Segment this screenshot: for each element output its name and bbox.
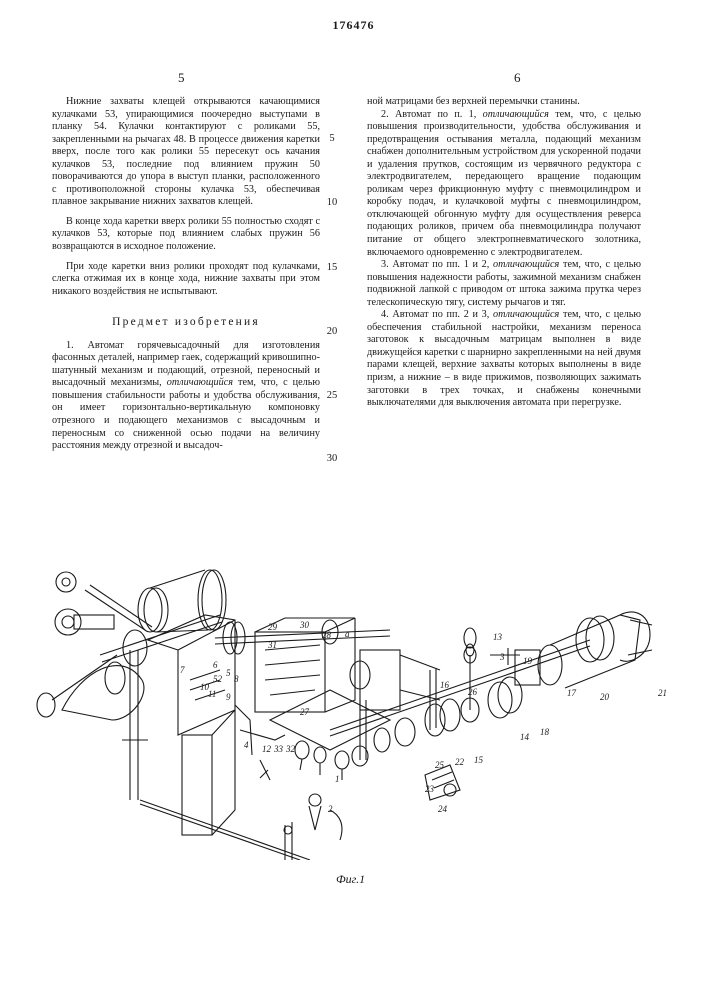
frame-drawing (122, 615, 310, 860)
fig-label-a: а (345, 629, 350, 639)
fig-label-12: 12 (262, 744, 272, 754)
fig-label-31: 31 (267, 640, 277, 650)
paragraph-carriage-down: При ходе каретки вниз ролики проходят под кулачками, слегка отжимая их в конце хода, нижние захваты при этом никакого воздействия не испытывают. (52, 261, 320, 299)
fig-label-27: 27 (300, 707, 310, 717)
fig-label-24: 24 (438, 804, 448, 814)
line-number-10: 10 (322, 197, 342, 208)
line-number-15: 15 (322, 262, 342, 273)
fig-label-16: 16 (440, 680, 450, 690)
fig-label-2: 2 (328, 804, 333, 814)
fig-label-13: 13 (493, 632, 503, 642)
claim-2: 2. Автомат по п. 1, отличающийся тем, что, с целью повышения производительности, удобства обслуживания и предотвращения остывания металла, подающий механизм снабжен дополнительным устройством для ускоренной подачи и удаления прутков, состоящим из червячного редуктора с электродвигателем, передающего вращение подающим роликам через фрикционную муфту с пневмоцилиндром и коробку подач, и кулачковой муфты с пневмоцилиндром, отключающей обгонную муфту для осуществления реверса подающих роликов, причем оба пневмоцилиндра получают питание от общего электропневматического золотника, включаемого одновременно с электродвигателем. (367, 109, 641, 260)
fig-label-11: 11 (208, 689, 216, 699)
fig-label-20: 20 (600, 692, 610, 702)
fig-label-29: 29 (268, 622, 278, 632)
fig-label-9: 9 (226, 692, 231, 702)
fig-label-30: 30 (299, 620, 310, 630)
figure-caption: Фиг.1 (336, 872, 365, 887)
paragraph-lower-grips: Нижние захваты клещей открываются качающимися кулачками 53, упирающимися поочередно выступами в планку 54. Кулачки контактируют с роликами 55, закрепленными на рычагах 48. В процессе движения каретки вверх, после того как ролики 55 пересекут ось качания кулачков 53, последние под влиянием пружин 50 поворачиваются до упора в выступ планки, расположенного с противоположной стороны кулачка 53, обеспечивая плавное закрывание нижних захватов клещей. (52, 96, 320, 209)
section-heading: Предмет изобретения (52, 316, 320, 329)
right-column (367, 96, 641, 410)
claim-1-continued: ной матрицами без верхней перемычки станины. (367, 96, 641, 109)
left-motor-drawing (37, 570, 226, 720)
fig-label-17: 17 (567, 688, 577, 698)
fig-label-5: 5 (226, 668, 231, 678)
fig-label-25: 25 (435, 760, 445, 770)
fig-label-33: 33 (273, 744, 284, 754)
fig-label-8: 8 (234, 674, 239, 684)
machine-drawing (30, 560, 670, 860)
fig-label-10: 10 (200, 682, 210, 692)
right-column-number: 6 (514, 70, 521, 86)
line-number-5: 5 (322, 133, 342, 144)
line-number-25: 25 (322, 390, 342, 401)
patent-number: 176476 (0, 18, 707, 33)
fig-label-6: 6 (213, 660, 218, 670)
claim-1: 1. Автомат горячевысадочный для изготовления фасонных деталей, например гаек, содержащий кривошипно-шатунный механизм и подающий, отрезной, переносный и высадочный механизмы, отличающийся тем, что, с целью повышения стабильности работы и удобства обслуживания, он имеет горизонтально-вертикальную компоновку отрезного и подающего механизмов с высадочным и переносным со сниженной осью подачи на величину расстояния между отрезной и высадоч- (52, 340, 320, 453)
fig-label-14: 14 (520, 732, 530, 742)
fig-label-23: 23 (425, 784, 435, 794)
fig-label-4: 4 (244, 740, 249, 750)
line-number-30: 30 (322, 453, 342, 464)
fig-label-52: 52 (213, 674, 223, 684)
fig-label-19: 19 (523, 656, 533, 666)
left-column-number: 5 (178, 70, 185, 86)
fig-label-1: 1 (335, 774, 340, 784)
fig-label-15: 15 (474, 755, 484, 765)
line-number-20: 20 (322, 326, 342, 337)
fig-label-3: 3 (499, 652, 505, 662)
paragraph-carriage-up: В конце хода каретки вверх ролики 55 полностью сходят с кулачков 53, которые под влиянием слабых пружин 56 возвращаются в исходное положение. (52, 216, 320, 254)
fig-label-18: 18 (540, 727, 550, 737)
left-column (52, 96, 320, 453)
fig-label-22: 22 (455, 757, 465, 767)
claim-3: 3. Автомат по пп. 1 и 2, отличающийся тем, что, с целью повышения надежности работы, зажимной механизм снабжен подвижной лапкой с приводом от штока зажима прутка через телескопическую тягу, систему рычагов и тяг. (367, 259, 641, 309)
fig-label-32: 32 (285, 744, 296, 754)
fig-label-21: 21 (658, 688, 667, 698)
claim-4: 4. Автомат по пп. 2 и 3, отличающийся тем, что, с целью обеспечения стабильной настройки, механизм переноса заготовок к высадочным матрицам выполнен в виде движущейся каретки с шарнирно закрепленными на ней двумя парами клещей, верхние захваты которых выполнены в виде призм, а нижние – в виде прижимов, позволяющих зажимать заготовки в трех точках, и снабжены конечными выключателями для выключения автомата при перегрузке. (367, 309, 641, 409)
fig-label-26: 26 (468, 687, 478, 697)
fig-label-7: 7 (180, 665, 185, 675)
fig-label-28: 28 (322, 630, 332, 640)
central-mechanism-drawing (215, 618, 440, 830)
